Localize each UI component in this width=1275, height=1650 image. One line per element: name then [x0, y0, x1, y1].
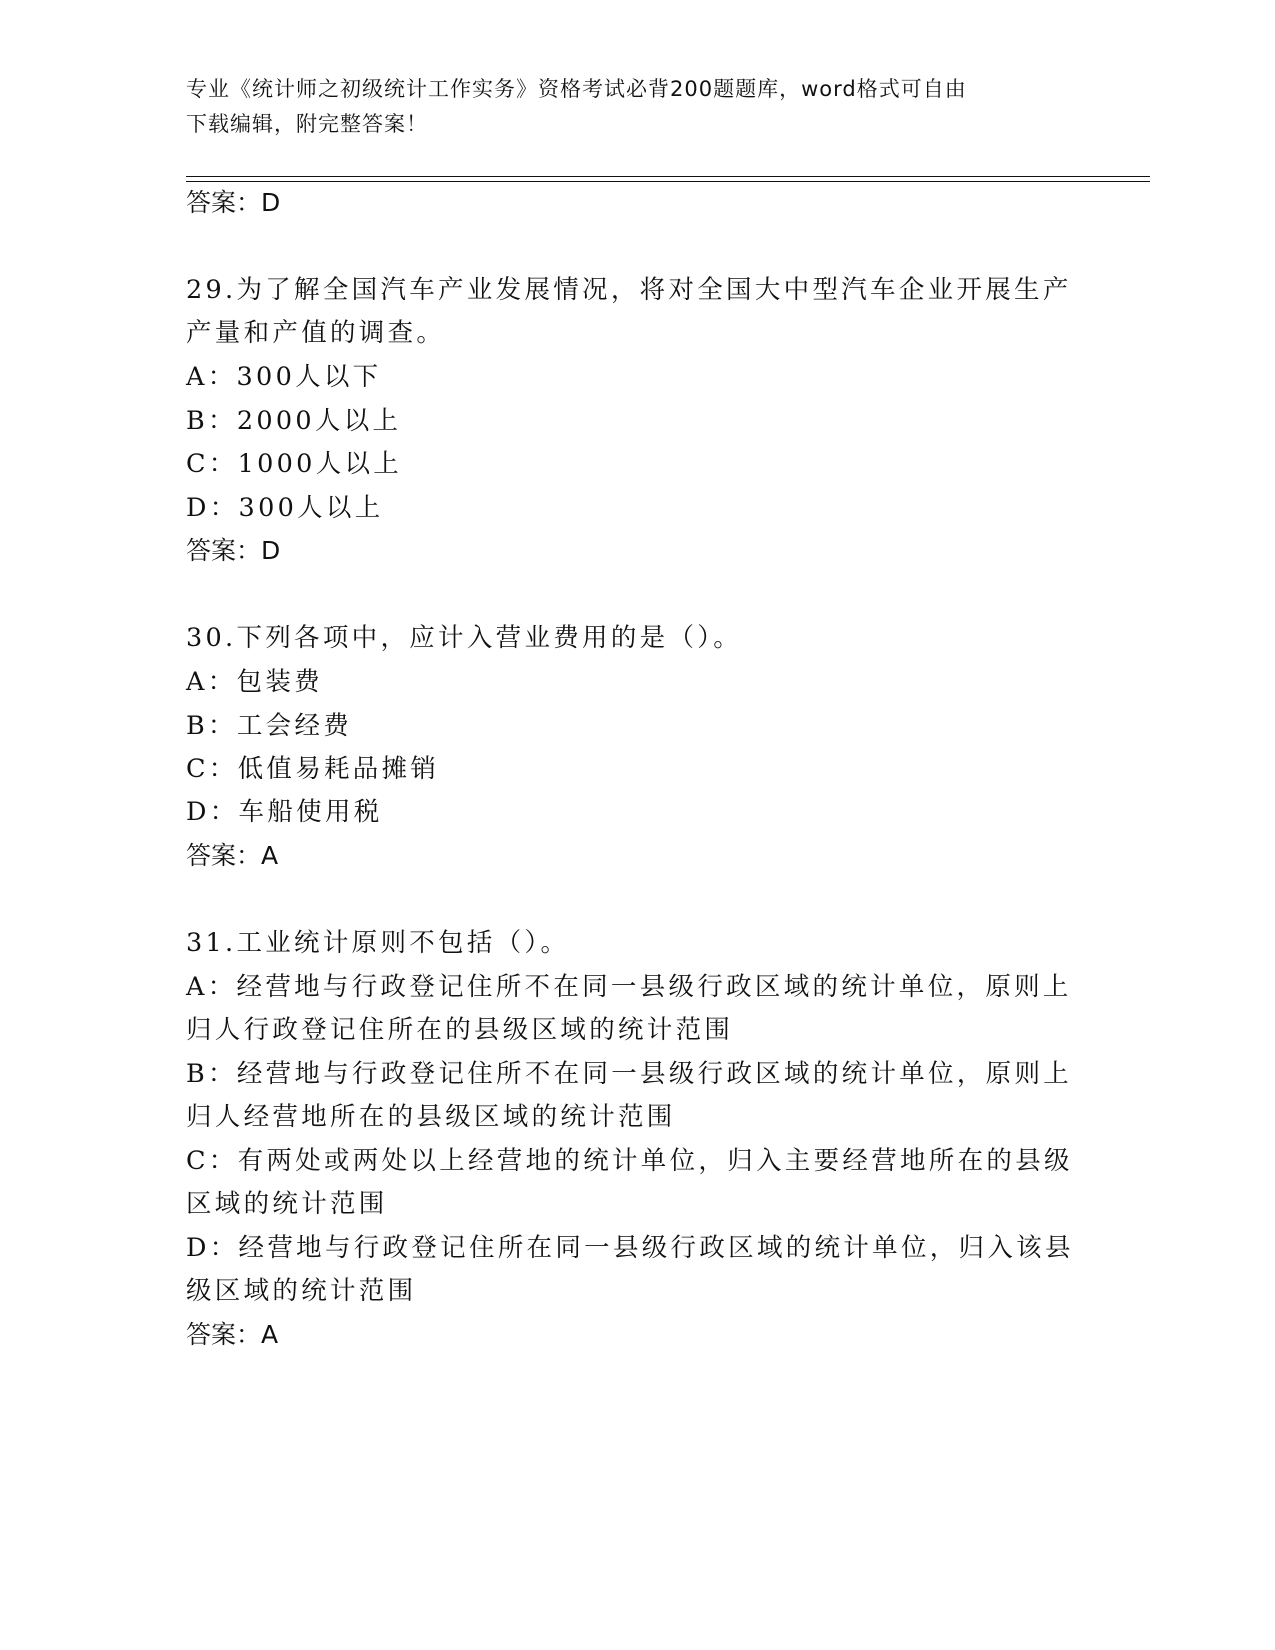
- option-d-continued: 级区域的统计范围: [186, 1276, 417, 1306]
- question-stem: 30.下列各项中，应计入营业费用的是（）。: [186, 623, 743, 653]
- option-b: B：2000人以上: [186, 406, 402, 436]
- option-c: C：有两处或两处以上经营地的统计单位，归入主要经营地所在的县级: [186, 1146, 1073, 1176]
- option-c: C：1000人以上: [186, 449, 403, 479]
- option-d: D：经营地与行政登记住所在同一县级行政区域的统计单位，归入该县: [186, 1233, 1074, 1263]
- header-divider: [186, 181, 1150, 182]
- question-stem: 29.为了解全国汽车产业发展情况，将对全国大中型汽车企业开展生产: [186, 275, 1072, 305]
- option-a: A：包装费: [186, 667, 323, 697]
- option-c-continued: 区域的统计范围: [186, 1189, 388, 1219]
- option-c: C：低值易耗品摊销: [186, 754, 440, 784]
- question-stem: 31.工业统计原则不包括（）。: [186, 928, 570, 958]
- option-b: B：工会经费: [186, 711, 353, 741]
- answer-line: 答案：D: [186, 188, 281, 217]
- header-line: 专业《统计师之初级统计工作实务》资格考试必背200题题库，word格式可自由: [186, 77, 967, 101]
- option-a: A：经营地与行政登记住所不在同一县级行政区域的统计单位，原则上: [186, 972, 1072, 1002]
- option-d: D：300人以上: [186, 493, 384, 523]
- option-a-continued: 归人行政登记住所在的县级区域的统计范围: [186, 1015, 734, 1045]
- question-stem: 产量和产值的调查。: [186, 318, 446, 348]
- document-header: [186, 72, 1066, 142]
- header-divider: [186, 176, 1150, 177]
- answer-line: 答案：A: [186, 1320, 279, 1349]
- option-d: D：车船使用税: [186, 797, 383, 827]
- option-a: A：300人以下: [186, 362, 382, 392]
- option-b: B：经营地与行政登记住所不在同一县级行政区域的统计单位，原则上: [186, 1059, 1073, 1089]
- header-line: 下载编辑，附完整答案！: [186, 112, 428, 136]
- answer-line: 答案：A: [186, 841, 279, 870]
- answer-line: 答案：D: [186, 536, 281, 565]
- option-b-continued: 归人经营地所在的县级区域的统计范围: [186, 1102, 676, 1132]
